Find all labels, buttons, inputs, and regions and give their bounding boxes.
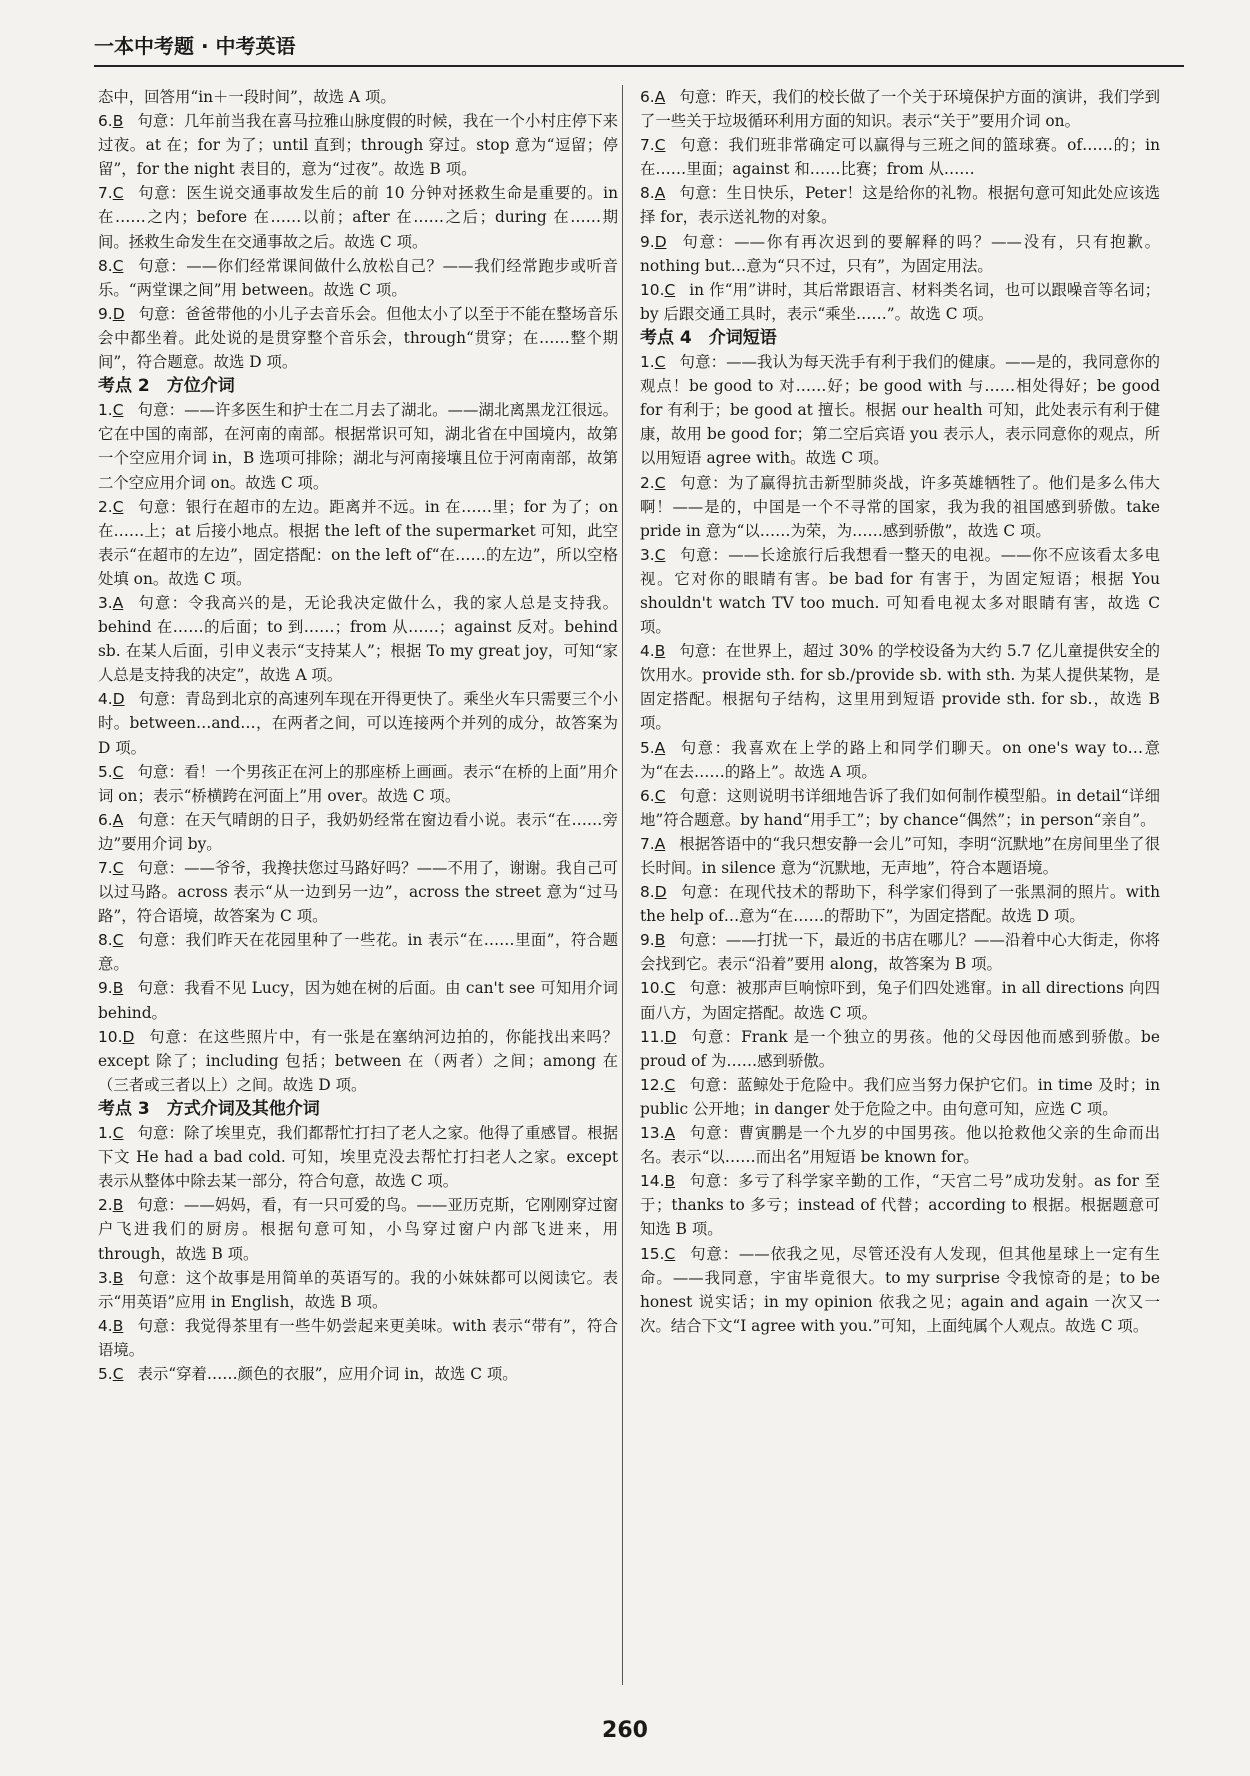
answer-letter: C xyxy=(112,859,124,877)
answer-letter: A xyxy=(654,184,666,203)
answer-item xyxy=(98,254,618,302)
answer-letter: C xyxy=(112,762,124,781)
explanation-text: 句意：在天气晴朗的日子，我奶奶经常在窗边看小说。表示“在……旁边”要用介词 by。 xyxy=(98,810,618,853)
explanation-text: 句意：我们班非常确定可以赢得与三班之间的篮球赛。of……的；in 在……里面；against 和……比赛；from 从…… xyxy=(640,136,1160,179)
answer-letter: C xyxy=(664,1075,676,1094)
question-number: 9. xyxy=(640,931,655,950)
explanation-text: 句意：——许多医生和护士在二月去了湖北。——湖北离黑龙江很远。它在中国的南部，在河南的南部。根据常识可知，湖北省在中国境内，故第一个空应用介词 in，B 选项可排除；湖北与河南接壤且位于河南南部，故第二个空应用介词 on。故选 C 项。 xyxy=(98,401,618,492)
answer-item xyxy=(98,760,618,808)
question-number: 2. xyxy=(98,497,113,516)
answer-letter: C xyxy=(654,353,666,372)
left-column xyxy=(98,85,618,1386)
explanation-text: 句意：青岛到北京的高速列车现在开得更快了。乘坐火车只需要三个小时。between…and…，在两者之间，可以连接两个并列的成分，故答案为 D 项。 xyxy=(98,690,618,757)
answer-letter: C xyxy=(112,1364,124,1383)
answer-letter: C xyxy=(112,931,124,950)
answer-item xyxy=(98,181,618,253)
answer-letter: C xyxy=(664,1244,676,1263)
explanation-text: 句意：在这些照片中，有一张是在塞纳河边拍的，你能找出来吗？except 除了；including 包括；between 在（两者）之间；among 在（三者或三者以上）之间。故选 D 项。 xyxy=(98,1027,618,1094)
answer-letter: D xyxy=(112,304,125,323)
question-number: 10. xyxy=(640,280,665,299)
question-number: 13. xyxy=(640,1124,665,1143)
question-number: 5. xyxy=(640,738,655,757)
answer-item xyxy=(98,976,618,1024)
explanation-text: 句意：昨天，我们的校长做了一个关于环境保护方面的演讲，我们学到了一些关于垃圾循环利用方面的知识。表示“关于”要用介词 on。 xyxy=(640,88,1160,131)
answer-item xyxy=(640,1169,1160,1241)
explanation-text: 句意：被那声巨响惊吓到，兔子们四处逃窜。in all directions 向四面八方，为固定搭配。故选 C 项。 xyxy=(640,979,1160,1022)
question-number: 1. xyxy=(98,401,113,420)
answer-letter: D xyxy=(664,1027,677,1046)
explanation-text: 句意：爸爸带他的小儿子去音乐会。但他太小了以至于不能在整场音乐会中都坐着。此处说的是贯穿整个音乐会，through“贯穿；在……整个期间”，符合题意。故选 D 项。 xyxy=(98,304,618,372)
question-number: 8. xyxy=(98,931,113,950)
answer-letter: C xyxy=(112,1124,124,1143)
question-number: 6. xyxy=(640,88,655,106)
answer-letter: C xyxy=(112,497,124,516)
answer-item xyxy=(98,687,618,759)
answer-item xyxy=(640,784,1160,832)
answer-letter: C xyxy=(654,136,666,155)
question-number: 2. xyxy=(98,1196,113,1215)
answer-letter: B xyxy=(112,1268,124,1287)
answer-item xyxy=(640,928,1160,976)
answer-letter: C xyxy=(654,545,666,564)
question-number: 12. xyxy=(640,1075,665,1094)
explanation-text: 句意：为了赢得抗击新型肺炎战，许多英雄牺牲了。他们是多么伟大啊！——是的，中国是一个不寻常的国家，我为我的祖国感到骄傲。take pride in 意为“以……为荣，为……感到骄傲”，故选 C 项。 xyxy=(640,473,1160,540)
explanation-text: 句意：除了埃里克，我们都帮忙打扫了老人之家。他得了重感冒。根据下文 He had a bad cold. 可知，埃里克没去帮忙打扫老人之家。except 表示从整体中除去某一部分，符合句意，故选 C 项。 xyxy=(98,1124,618,1191)
answer-letter: C xyxy=(654,473,666,492)
answer-item xyxy=(640,471,1160,543)
explanation-text: 句意：蓝鲸处于危险中。我们应当努力保护它们。in time 及时；in public 公开地；in danger 处于危险之中。由句意可知，应选 C 项。 xyxy=(640,1075,1160,1118)
answer-item xyxy=(98,495,618,591)
explanation-text: 句意：——依我之见，尽管还没有人发现，但其他星球上一定有生命。——我同意，宇宙毕竟很大。to my surprise 令我惊奇的是；to be honest 说实话；in my opinion 依我之见；again and again 一次又一次。结合下文“I agree with you.”可知，上面纯属个人观点。故选 C 项。 xyxy=(640,1244,1160,1335)
explanation-text: 句意：我们昨天在花园里种了一些花。in 表示“在……里面”，符合题意。 xyxy=(98,931,618,974)
question-number: 8. xyxy=(98,256,113,275)
explanation-text: 句意：在现代技术的帮助下，科学家们得到了一张黑洞的照片。with the help of…意为“在……的帮助下”，为固定搭配。故选 D 项。 xyxy=(640,883,1160,926)
question-number: 6. xyxy=(640,786,655,805)
answer-letter: C xyxy=(664,979,676,998)
question-number: 9. xyxy=(98,979,113,998)
answer-letter: A xyxy=(664,1124,676,1143)
question-number: 1. xyxy=(98,1124,113,1143)
answer-letter: C xyxy=(112,184,124,203)
section-heading: 考点 2 方位介词 xyxy=(98,376,235,397)
answer-letter: C xyxy=(112,256,124,275)
question-number: 9. xyxy=(98,304,113,323)
answer-item xyxy=(98,856,618,928)
answer-item xyxy=(640,639,1160,735)
answer-letter: B xyxy=(112,1316,124,1335)
explanation-text: 句意：——长途旅行后我想看一整天的电视。——你不应该看太多电视。它对你的眼睛有害。be bad for 有害于，为固定短语；根据 You shouldn't watch TV too much. 可知看电视太多对眼睛有害，故选 C 项。 xyxy=(640,545,1160,637)
column-divider xyxy=(622,85,623,1685)
explanation-text: 句意：——爷爷，我搀扶您过马路好吗？——不用了，谢谢。我自己可以过马路。across 表示“从一边到另一边”，across the street 意为“过马路”，符合语境，故答案为 C 项。 xyxy=(98,859,618,926)
answer-item xyxy=(98,1121,618,1193)
question-number: 4. xyxy=(640,642,655,661)
answer-item xyxy=(640,1073,1160,1121)
page-number: 260 xyxy=(602,1718,648,1743)
question-number: 2. xyxy=(640,473,655,492)
answer-item xyxy=(640,85,1160,133)
explanation-text: 句意：——打扰一下，最近的书店在哪儿？——沿着中心大街走，你将会找到它。表示“沿着”要用 along，故答案为 B 项。 xyxy=(640,931,1160,974)
answer-item xyxy=(98,1266,618,1314)
answer-letter: A xyxy=(654,834,666,853)
question-number: 3. xyxy=(640,545,655,564)
question-number: 10. xyxy=(98,1027,123,1046)
explanation-text: 句意：——我认为每天洗手有利于我们的健康。——是的，我同意你的观点！be good to 对……好；be good with 与……相处得好；be good for 有利于；be good at 擅长。根据 our health 可知，此处表示有利于健康，故用 be good for；第二空后宾语 you 表示人，表示同意你的观点，所以用短语 agree with。故选 C 项。 xyxy=(640,353,1160,468)
answer-letter: C xyxy=(112,401,124,420)
question-number: 9. xyxy=(640,232,655,251)
answer-item xyxy=(640,133,1160,181)
question-number: 8. xyxy=(640,883,655,902)
question-number: 1. xyxy=(640,353,655,372)
answer-letter: B xyxy=(112,979,124,998)
explanation-text: in 作“用”讲时，其后常跟语言、材料类名词，也可以跟噪音等名词；by 后跟交通工具时，表示“乘坐……”。故选 C 项。 xyxy=(640,280,1160,323)
explanation-text: 根据答语中的“我只想安静一会儿”可知，李明“沉默地”在房间里坐了很长时间。in silence 意为“沉默地，无声地”，符合本题语境。 xyxy=(640,834,1160,877)
answer-letter: D xyxy=(112,690,125,709)
question-number: 14. xyxy=(640,1172,665,1191)
explanation-text: 句意：我看不见 Lucy，因为她在树的后面。由 can't see 可知用介词 behind。 xyxy=(98,979,618,1022)
answer-letter: D xyxy=(122,1027,135,1046)
answer-item xyxy=(640,1025,1160,1073)
explanation-text: 句意：生日快乐，Peter！这是给你的礼物。根据句意可知此处应该选择 for，表示送礼物的对象。 xyxy=(640,184,1160,227)
explanation-text: 句意：——你有再次迟到的要解释的吗？——没有，只有抱歉。nothing but…意为“只不过，只有”，为固定用法。 xyxy=(640,232,1160,275)
question-number: 7. xyxy=(98,859,113,877)
answer-item xyxy=(98,109,618,181)
question-number: 7. xyxy=(640,136,655,155)
answer-letter: C xyxy=(654,786,666,805)
answer-item xyxy=(640,880,1160,928)
explanation-text: 表示“穿着……颜色的衣服”，应用介词 in，故选 C 项。 xyxy=(137,1364,518,1383)
explanation-text: 句意：医生说交通事故发生后的前 10 分钟对拯救生命是重要的。in 在……之内；before 在……以前；after 在……之后；during 在……期间。拯救生命发生在交通事故之后。故选 C 项。 xyxy=(98,184,618,251)
answer-letter: B xyxy=(654,642,666,661)
question-number: 7. xyxy=(98,184,113,203)
question-number: 4. xyxy=(98,690,113,709)
explanation-text: 句意：在世界上，超过 30% 的学校设备为大约 5.7 亿儿童提供安全的饮用水。provide sth. for sb./provide sb. with sth. 为某人提供某物，是固定搭配。根据句子结构，这里用到短语 provide sth. for sb.，故选 B 项。 xyxy=(640,642,1160,733)
right-column xyxy=(640,85,1160,1338)
question-number: 5. xyxy=(98,1364,113,1383)
answer-letter: A xyxy=(654,738,666,757)
explanation-text: 句意：Frank 是一个独立的男孩。他的父母因他而感到骄傲。be proud of 为……感到骄傲。 xyxy=(640,1027,1160,1070)
explanation-text: 句意：看！一个男孩正在河上的那座桥上画画。表示“在桥的上面”用介词 on；表示“桥横跨在河面上”用 over。故选 C 项。 xyxy=(98,762,618,805)
answer-item xyxy=(98,1314,618,1362)
answer-item xyxy=(98,302,618,374)
explanation-text: 句意：这则说明书详细地告诉了我们如何制作模型船。in detail“详细地”符合题意。by hand“用手工”；by chance“偶然”；in person“亲自”。 xyxy=(640,786,1160,829)
explanation-text: 句意：——妈妈，看，有一只可爱的鸟。——亚历克斯，它刚刚穿过窗户飞进我们的厨房。根据句意可知，小鸟穿过窗户内部飞进来，用 through，故选 B 项。 xyxy=(98,1196,618,1263)
answer-item xyxy=(640,181,1160,229)
answer-letter: B xyxy=(112,1196,124,1215)
answer-item xyxy=(640,278,1160,326)
explanation-text: 句意：我喜欢在上学的路上和同学们聊天。on one's way to…意为“在去……的路上”。故选 A 项。 xyxy=(640,738,1160,781)
question-number: 6. xyxy=(98,112,113,131)
question-number: 3. xyxy=(98,593,113,612)
answer-item xyxy=(640,543,1160,639)
section-heading: 考点 4 介词短语 xyxy=(640,327,777,348)
answer-letter: D xyxy=(654,232,667,251)
answer-item xyxy=(640,1242,1160,1338)
continuation-text: 态中，回答用“in＋一段时间”，故选 A 项。 xyxy=(98,88,396,106)
explanation-text: 句意：曹寅鹏是一个九岁的中国男孩。他以抢救他父亲的生命而出名。表示“以……而出名”用短语 be known for。 xyxy=(640,1124,1160,1167)
answer-item xyxy=(98,591,618,687)
answer-letter: B xyxy=(654,931,666,950)
answer-item xyxy=(98,1025,618,1097)
answer-letter: D xyxy=(654,883,667,902)
answer-letter: B xyxy=(664,1172,676,1191)
question-number: 4. xyxy=(98,1316,113,1335)
explanation-text: 句意：——你们经常课间做什么放松自己？——我们经常跑步或听音乐。“两堂课之间”用 between。故选 C 项。 xyxy=(98,256,618,299)
answer-item xyxy=(98,1362,618,1386)
question-number: 8. xyxy=(640,184,655,203)
question-number: 7. xyxy=(640,834,655,853)
answer-letter: A xyxy=(112,593,124,612)
answer-item xyxy=(98,398,618,494)
answer-item xyxy=(98,928,618,976)
explanation-text: 句意：这个故事是用简单的英语写的。我的小妹妹都可以阅读它。表示“用英语”应用 in English，故选 B 项。 xyxy=(98,1268,618,1311)
explanation-text: 句意：令我高兴的是，无论我决定做什么，我的家人总是支持我。behind 在……的后面；to 到……；from 从……；against 反对。behind sb. 在某人后面，引申义表示“支持某人”；根据 To my great joy，可知“家人总是支持我的决定”，故选 A 项。 xyxy=(98,593,618,685)
answer-letter: C xyxy=(664,280,676,299)
answer-letter: B xyxy=(112,112,124,131)
answer-item xyxy=(98,808,618,856)
answer-item xyxy=(640,832,1160,880)
explanation-text: 句意：几年前当我在喜马拉雅山脉度假的时候，我在一个小村庄停下来过夜。at 在；for 为了；until 直到；through 穿过。stop 意为“逗留；停留”，for the night 表目的，意为“过夜”。故选 B 项。 xyxy=(98,112,618,179)
answer-item xyxy=(98,1193,618,1265)
explanation-text: 句意：银行在超市的左边。距离并不远。in 在……里；for 为了；on 在……上；at 后接小地点。根据 the left of the supermarket 可知，此空表示“在超市的左边”，固定搭配：on the left of“在……的左边”，所以空格处填 on。故选 C 项。 xyxy=(98,497,618,588)
answer-item xyxy=(640,736,1160,784)
section-heading: 考点 3 方式介词及其他介词 xyxy=(98,1098,320,1119)
question-number: 5. xyxy=(98,762,113,781)
question-number: 6. xyxy=(98,810,113,829)
question-number: 11. xyxy=(640,1027,665,1046)
question-number: 10. xyxy=(640,979,665,998)
question-number: 15. xyxy=(640,1244,665,1263)
answer-item xyxy=(640,976,1160,1024)
explanation-text: 句意：我觉得茶里有一些牛奶尝起来更美味。with 表示“带有”，符合语境。 xyxy=(98,1316,618,1359)
page-header: 一本中考题 · 中考英语 xyxy=(94,30,1184,67)
answer-item xyxy=(640,350,1160,470)
explanation-text: 句意：多亏了科学家辛勤的工作，“天宫二号”成功发射。as for 至于；thanks to 多亏；instead of 代替；according to 根据。根据题意可知选 B 项。 xyxy=(640,1172,1160,1239)
answer-letter: A xyxy=(654,88,666,106)
answer-item xyxy=(640,230,1160,278)
answer-letter: A xyxy=(112,810,124,829)
question-number: 3. xyxy=(98,1268,113,1287)
answer-item xyxy=(640,1121,1160,1169)
